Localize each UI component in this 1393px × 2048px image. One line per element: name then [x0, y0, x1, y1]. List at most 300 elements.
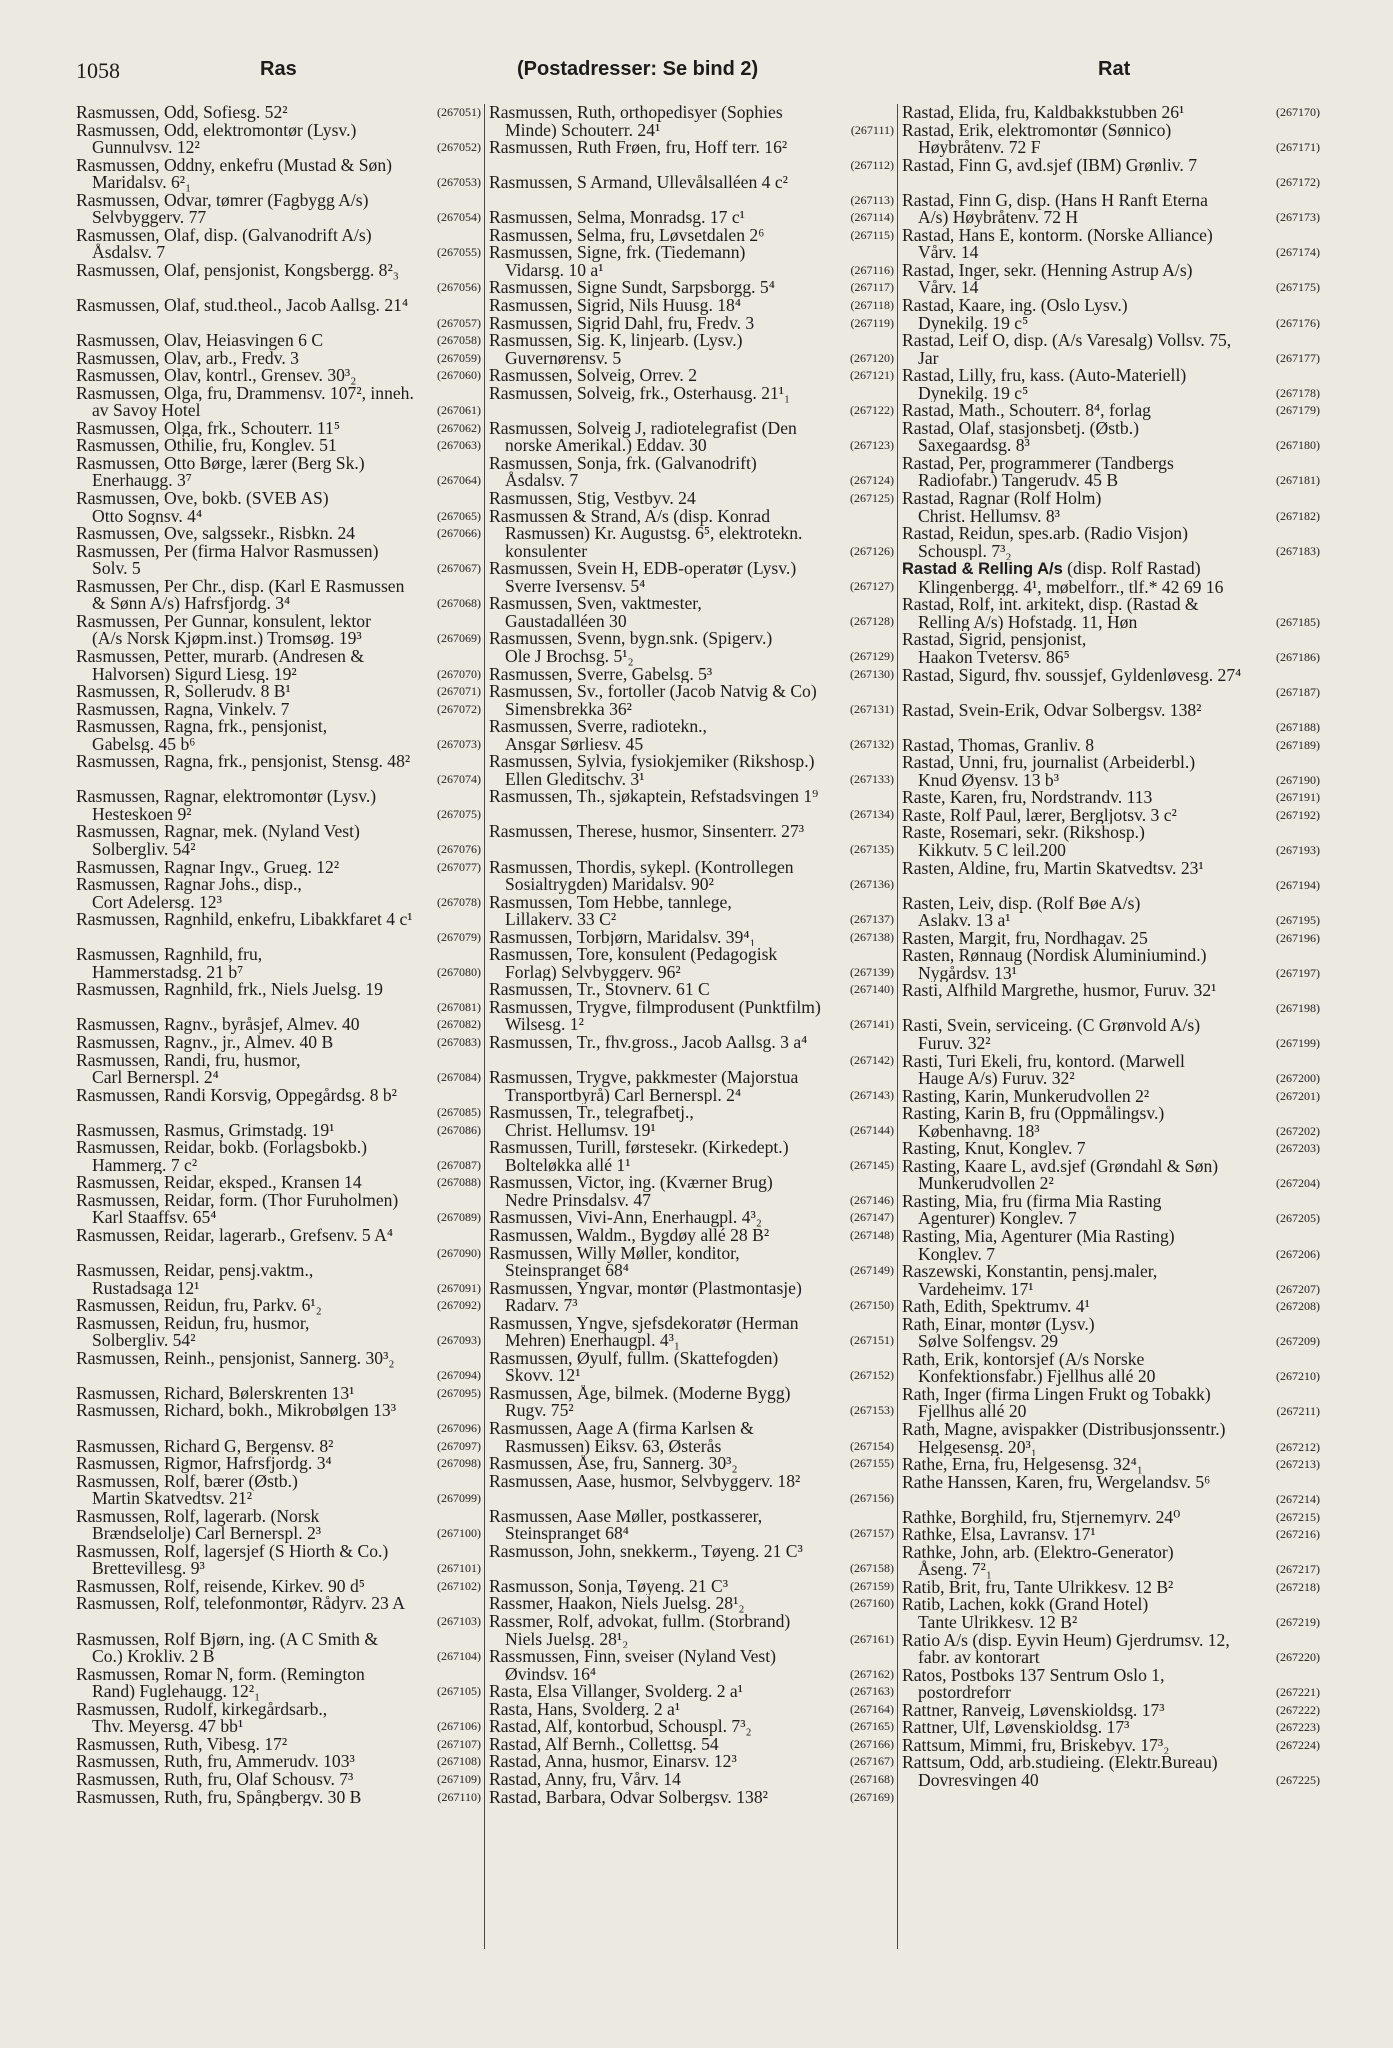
entry-line: Rattner, Ulf, Løvenskioldsg. 17³ [902, 1719, 1130, 1737]
telephone-number: (267066) [434, 525, 481, 543]
telephone-number: (267109) [434, 1771, 481, 1789]
telephone-number: (267183) [1273, 543, 1320, 561]
telephone-number: (267169) [847, 1789, 894, 1807]
entry-line: Carl Bernerspl. 2⁴ [92, 1067, 219, 1087]
entry-line: Dovresvingen 40 [918, 1769, 1039, 1790]
directory-entry [76, 1543, 481, 1578]
directory-entry [76, 1350, 481, 1385]
entry-line: Rasmussen, Olaf, disp. (Galvanodrift A/s) [76, 226, 372, 245]
entry-line: Rasmussen, Odd, Sofiesg. 52² [76, 104, 288, 122]
directory-entry [76, 1227, 481, 1262]
telephone-number: (267187) [1273, 684, 1320, 702]
directory-entry [902, 1421, 1320, 1456]
entry-line: Rasmussen, Ruth, fru, Olaf Schousv. 7³ [76, 1770, 354, 1789]
entry-line: Rasmussen, Sverre, Gabelsg. 5³ [489, 665, 713, 684]
entry-line: Rasmussen, Petter, murarb. (Andresen & [76, 647, 365, 666]
entry-line: Christ. Hellumsv. 19¹ [505, 1119, 656, 1140]
entry-line: Rasmussen, Ragnhild, fru, [76, 946, 263, 965]
telephone-number: (267165) [847, 1718, 894, 1736]
directory-entry [489, 1648, 894, 1683]
entry-line: Rasmussen & Strand, A/s (disp. Konrad [489, 507, 771, 526]
directory-entry [489, 1736, 894, 1754]
entry-line: Knud Øyensv. 13 b³ [918, 769, 1059, 790]
directory-entry [902, 1017, 1320, 1052]
directory-entry [902, 947, 1320, 982]
telephone-number: (267052) [434, 139, 481, 157]
telephone-number: (267071) [434, 683, 481, 701]
entry-line: Rasmussen, Olav, Heiasvingen 6 C [76, 332, 324, 350]
directory-entry [76, 578, 481, 613]
entry-line: Enerhaugg. 3⁷ [92, 470, 192, 491]
directory-entry [489, 1315, 894, 1350]
entry-line: Munkerudvollen 2² [918, 1173, 1054, 1193]
entry-line: Rasmussen, Ove, bokb. (SVEB AS) [76, 490, 329, 509]
entry-line: Rasmussen, Rolf, telefonmontør, Rådyrv. 23 A [76, 1595, 405, 1614]
entry-line: (A/s Norsk Kjøpm.inst.) Tromsøg. 19³ [92, 628, 362, 648]
directory-entry [489, 279, 894, 297]
telephone-number: (267217) [1273, 1561, 1320, 1579]
entry-line [489, 1560, 892, 1578]
directory-entry [902, 1386, 1320, 1421]
entry-line: Rasmussen, Victor, ing. (Kværner Brug) [489, 1174, 773, 1193]
entry-line: Rasmussen, Sylvia, fysiokjemiker (Rikshosp.) [489, 753, 815, 772]
telephone-number: (267175) [1273, 279, 1320, 297]
entry-line: Rasmussen, Randi Korsvig, Oppegårdsg. 8 b² [76, 1086, 397, 1105]
entry-line: Rastad, Olaf, stasjonsbetj. (Østb.) [902, 419, 1139, 438]
telephone-number: (267146) [847, 1192, 894, 1210]
entry-line: Rasmussen, Sverre, radiotekn., [489, 718, 707, 737]
directory-entry [76, 946, 481, 981]
entry-line: Rasmussen, Aase, husmor, Selvbyggerv. 18² [489, 1472, 801, 1491]
directory-entry [489, 753, 894, 788]
directory-entry [76, 648, 481, 683]
entry-line: Rand) Fuglehaugg. 12²₁ [92, 1681, 261, 1701]
entry-line: Åsdalsv. 7 [505, 470, 579, 491]
telephone-number: (267083) [434, 1034, 481, 1052]
entry-line: Agenturer) Konglev. 7 [918, 1208, 1077, 1228]
directory-entry [902, 402, 1320, 420]
directory-entry [489, 1701, 894, 1719]
directory-entry [902, 1456, 1320, 1474]
entry-line: Rathke, John, arb. (Elektro-Generator) [902, 1543, 1174, 1562]
entry-line [76, 279, 479, 297]
telephone-number: (267073) [434, 736, 481, 754]
telephone-number: (267064) [434, 472, 481, 490]
directory-entry [76, 104, 481, 122]
entry-line: Rathe Hanssen, Karen, fru, Wergelandsv. 5⁶ [902, 1473, 1211, 1492]
entry-line: Rasmussen, Therese, husmor, Sinsenterr. 27³ [489, 823, 805, 842]
entry-line: Rasmussen, Willy Møller, konditor, [489, 1244, 740, 1263]
entry-line: Rastad, Rolf, int. arkitekt, disp. (Rastad & [902, 596, 1199, 615]
entry-line: Sosialtrygden) Maridalsv. 90² [505, 874, 714, 894]
entry-line: Rasting, Knut, Konglev. 7 [902, 1140, 1086, 1158]
telephone-number: (267190) [1273, 772, 1320, 790]
directory-entry [489, 1280, 894, 1315]
directory-entry [76, 437, 481, 455]
directory-entry [76, 859, 481, 877]
directory-entry [902, 1228, 1320, 1263]
directory-entry [489, 1595, 894, 1613]
telephone-number: (267091) [434, 1280, 481, 1298]
telephone-number: (267189) [1273, 737, 1320, 755]
telephone-number: (267111) [848, 122, 894, 140]
entry-line: Dynekilg. 19 c⁵ [918, 312, 1029, 333]
telephone-number: (267102) [434, 1578, 481, 1596]
entry-line: Rattsum, Mimmi, fru, Briskebyv. 17³₂ [902, 1736, 1170, 1755]
telephone-number: (267143) [847, 1087, 894, 1105]
entry-line: Rastad, Ragnar (Rolf Holm) [902, 490, 1102, 509]
directory-entry [76, 332, 481, 350]
entry-line: Rastad, Anna, husmor, Einarsv. 12³ [489, 1753, 737, 1771]
entry-line [489, 841, 892, 859]
directory-entry [902, 667, 1320, 702]
directory-entry [489, 1104, 894, 1139]
telephone-number: (267086) [434, 1122, 481, 1140]
telephone-number: (267119) [847, 315, 894, 333]
directory-entry [902, 737, 1320, 755]
telephone-number: (267191) [1273, 789, 1320, 807]
telephone-number: (267157) [847, 1525, 894, 1543]
entry-line: Rasten, Margit, fru, Nordhagav. 25 [902, 929, 1148, 948]
telephone-number: (267123) [847, 437, 894, 455]
entry-line: & Sønn A/s) Hafrsfjordg. 3⁴ [92, 593, 291, 613]
telephone-number: (267122) [847, 402, 894, 420]
entry-line: Otto Sognsv. 4⁴ [92, 505, 203, 526]
entry-line: Rath, Einar, montør (Lysv.) [902, 1315, 1095, 1334]
directory-entry [902, 455, 1320, 490]
telephone-number: (267139) [847, 964, 894, 982]
entry-line: Rasmussen, S Armand, Ullevålsalléen 4 c² [489, 174, 788, 193]
entry-line: Rasmussen, Tr., fhv.gross., Jacob Aallsg. 3 a⁴ [489, 1033, 808, 1052]
entry-line: Rasmusson, John, snekkerm., Tøyeng. 21 C³ [489, 1542, 803, 1561]
directory-entry [76, 1016, 481, 1034]
telephone-number: (267089) [434, 1209, 481, 1227]
entry-line: Rasmussen, Sig. K, linjearb. (Lysv.) [489, 332, 743, 351]
entry-line: Rasmussen, Rolf, lagerarb. (Norsk [76, 1507, 320, 1526]
telephone-number: (267222) [1273, 1702, 1320, 1720]
telephone-number: (267099) [434, 1490, 481, 1508]
entry-line: Ellen Gleditschv. 3¹ [505, 768, 645, 789]
entry-line: Rasmussen, Ragnar, elektromontør (Lysv.) [76, 788, 377, 807]
telephone-number: (267058) [434, 332, 481, 350]
entry-line: Rasmussen, Olav, arb., Fredv. 3 [76, 349, 299, 368]
entry-line [489, 1052, 892, 1070]
directory-entry [902, 1596, 1320, 1631]
entry-line: Guvernørensv. 5 [505, 347, 622, 368]
telephone-number: (267172) [1273, 174, 1320, 192]
directory-entry [76, 1139, 481, 1174]
telephone-number: (267202) [1273, 1123, 1320, 1141]
entry-line: Haakon Tvetersv. 86⁵ [918, 646, 1070, 667]
telephone-number: (267075) [434, 806, 481, 824]
telephone-number: (267095) [434, 1385, 481, 1403]
directory-entry [76, 1736, 481, 1754]
telephone-number: (267210) [1273, 1368, 1320, 1386]
directory-entry [489, 859, 894, 894]
directory-entry [76, 385, 481, 420]
directory-entry [902, 789, 1320, 807]
directory-entry [902, 1351, 1320, 1386]
telephone-number: (267121) [847, 367, 894, 385]
directory-entry [489, 244, 894, 279]
entry-line: Rath, Magne, avispakker (Distribusjonssentr.) [902, 1421, 1226, 1440]
entry-line [902, 1491, 1318, 1509]
entry-line: Rasmussen, Vivi-Ann, Enerhaugpl. 4³₂ [489, 1209, 762, 1227]
entry-line: Rastad, Barbara, Odvar Solbergsv. 138² [489, 1788, 768, 1807]
directory-entry [902, 1632, 1320, 1667]
entry-line [76, 999, 479, 1017]
entry-line: Rastad, Per, programmerer (Tandbergs [902, 454, 1174, 473]
directory-entry [76, 1455, 481, 1473]
entry-line: Ratib, Lachen, kokk (Grand Hotel) [902, 1596, 1149, 1615]
directory-entry [902, 192, 1320, 227]
telephone-number: (267154) [847, 1438, 894, 1456]
entry-line: Rasmussen, Øyulf, fullm. (Skattefogden) [489, 1349, 779, 1368]
entry-line: Ansgar Sørliesv. 45 [505, 733, 644, 754]
directory-entry [489, 683, 894, 718]
telephone-number: (267063) [434, 437, 481, 455]
telephone-number: (267072) [434, 701, 481, 719]
entry-line: Rasmussen, Richard G, Bergensv. 8² [76, 1437, 334, 1456]
entry-line: Mehren) Enerhaugpl. 4³₁ [505, 1330, 681, 1350]
directory-entry [489, 560, 894, 595]
entry-line: Cort Adelersg. 12³ [92, 891, 222, 912]
entry-line: Høybråtenv. 72 F [918, 137, 1041, 157]
entry-line: Rasmussen, Yngvar, montør (Plastmontasje) [489, 1279, 802, 1298]
directory-entry [76, 1753, 481, 1771]
entry-line: Rasmussen, Richard, bokh., Mikrobølgen 13³ [76, 1402, 396, 1421]
directory-entry [489, 297, 894, 315]
entry-line: Bolteløkka allé 1¹ [505, 1154, 631, 1175]
directory-entry [489, 1473, 894, 1508]
directory-entry [902, 631, 1320, 666]
telephone-number: (267159) [847, 1578, 894, 1596]
entry-line: Vårv. 14 [918, 242, 979, 262]
entry-line: Rasmussen, Tr., telegrafbetj., [489, 1104, 694, 1123]
directory-entry [489, 946, 894, 981]
entry-line: Rath, Inger (firma Lingen Frukt og Tobakk) [902, 1385, 1211, 1404]
entry-line: Rastad, Sigurd, fhv. soussjef, Gyldenløvesg. 27⁴ [902, 666, 1242, 685]
entry-line [76, 1420, 479, 1438]
directory-entry [489, 1245, 894, 1280]
telephone-number: (267155) [847, 1455, 894, 1473]
directory-entry [902, 1667, 1320, 1702]
entry-line: Furuv. 32² [918, 1032, 991, 1053]
directory-entry [76, 718, 481, 753]
entry-line: Rasting, Kaare L, avd.sjef (Grøndahl & Søn) [902, 1157, 1219, 1176]
directory-entry [489, 455, 894, 490]
telephone-number: (267124) [847, 472, 894, 490]
directory-entry [76, 1297, 481, 1315]
entry-line: Rasmussen, Aage A (firma Karlsen & [489, 1420, 754, 1439]
entry-line: Rathke, Elsa, Lavransv. 17¹ [902, 1526, 1096, 1544]
entry-line: Åseng. 7²₁ [918, 1559, 992, 1579]
entry-line: Rasmussen, Reidun, fru, Parkv. 6¹₂ [76, 1297, 322, 1315]
entry-line [489, 192, 892, 210]
telephone-number: (267100) [434, 1525, 481, 1543]
entry-line: Åsdalsv. 7 [92, 242, 166, 262]
entry-line: Rasmussen, Odd, elektromontør (Lysv.) [76, 121, 357, 140]
entry-line: Øvindsv. 16⁴ [505, 1663, 597, 1684]
entry-line: Saxegaardsg. 8³ [918, 435, 1030, 455]
telephone-number: (267079) [434, 929, 481, 947]
entry-line: Radiofabr.) Tangerudv. 45 B [918, 470, 1119, 491]
telephone-number: (267108) [434, 1753, 481, 1771]
directory-entry [489, 630, 894, 665]
directory-entry [902, 1579, 1320, 1597]
entry-line: Rasmussen, Rasmus, Grimstadg. 19¹ [76, 1121, 335, 1140]
directory-entry [76, 1438, 481, 1456]
entry-line: konsulenter [505, 540, 588, 561]
telephone-number: (267105) [434, 1683, 481, 1701]
directory-entry [489, 1209, 894, 1227]
entry-line: Gabelsg. 45 b⁶ [92, 733, 196, 754]
telephone-number: (267218) [1273, 1579, 1320, 1597]
entry-line [902, 877, 1318, 895]
directory-entry [489, 999, 894, 1034]
entry-line: Rastad, Svein-Erik, Odvar Solbergsv. 138² [902, 701, 1202, 720]
directory-entry [76, 1174, 481, 1192]
directory-entry [902, 1105, 1320, 1140]
directory-entry [76, 262, 481, 297]
directory-entry [76, 1595, 481, 1630]
entry-line: Rastad, Inger, sekr. (Henning Astrup A/s) [902, 261, 1193, 280]
telephone-number: (267080) [434, 964, 481, 982]
entry-line: Konglev. 7 [918, 1243, 996, 1264]
directory-entry [489, 490, 894, 508]
entry-line: Rasmussen, Per Gunnar, konsulent, lektor [76, 612, 371, 631]
directory-entry [76, 1666, 481, 1701]
telephone-number: (267084) [434, 1069, 481, 1087]
directory-entry [489, 315, 894, 333]
entry-line: Rasmussen, Othilie, fru, Konglev. 51 [76, 437, 337, 455]
entry-line: Rasmussen, Sv., fortoller (Jacob Natvig & Co) [489, 683, 817, 702]
telephone-number: (267067) [434, 560, 481, 578]
directory-entry [76, 490, 481, 525]
header-left-keyword: Ras [260, 58, 297, 80]
entry-line: Rasmussen, Reinh., pensjonist, Sannerg. 30³₂ [76, 1349, 395, 1368]
entry-line: Solbergliv. 54² [92, 838, 196, 859]
directory-entry [489, 788, 894, 823]
entry-line: norske Amerikal.) Eddav. 30 [505, 435, 707, 455]
telephone-number: (267062) [434, 420, 481, 438]
directory-entry [76, 1122, 481, 1140]
telephone-number: (267134) [847, 806, 894, 824]
entry-line: Rastad, Kaare, ing. (Oslo Lysv.) [902, 297, 1128, 316]
entry-line: Rasmussen, Svenn, bygn.snk. (Spigerv.) [489, 630, 773, 649]
directory-entry [76, 1315, 481, 1350]
telephone-number: (267186) [1273, 649, 1320, 667]
entry-line: Rasmussen, Rolf, reisende, Kirkev. 90 d⁵ [76, 1577, 365, 1596]
telephone-number: (267207) [1273, 1281, 1320, 1299]
directory-entry [489, 929, 894, 947]
entry-line [489, 806, 892, 824]
directory-entry [76, 823, 481, 858]
telephone-number: (267220) [1273, 1649, 1320, 1667]
entry-line: Co.) Krokliv. 2 B [92, 1646, 215, 1666]
telephone-number: (267101) [434, 1560, 481, 1578]
directory-entry [489, 104, 894, 139]
entry-line: Rasmussen, Rigmor, Hafrsfjordg. 3⁴ [76, 1455, 332, 1473]
directory-entry [76, 157, 481, 192]
entry-line: Rastad, Reidun, spes.arb. (Radio Visjon) [902, 525, 1188, 544]
entry-line: Rasti, Alfhild Margrethe, husmor, Furuv. 32¹ [902, 982, 1217, 1001]
entry-line: Rastad, Alf, kontorbud, Schouspl. 7³₂ [489, 1718, 752, 1736]
directory-entry [902, 702, 1320, 737]
directory-entry [489, 666, 894, 684]
entry-line: Rasmussen, Olaf, stud.theol., Jacob Aallsg. 21⁴ [76, 297, 409, 316]
entry-line: Lillakerv. 33 C² [505, 909, 617, 929]
page-number: 1058 [76, 58, 120, 83]
directory-entry [902, 490, 1320, 525]
directory-entry [76, 1052, 481, 1087]
entry-line: Nygårdsv. 13¹ [918, 962, 1017, 983]
entry-line: Rasmussen, Aase Møller, postkasserer, [489, 1507, 763, 1526]
entry-line: Rasmussen, Selma, fru, Løvsetdalen 2⁶ [489, 226, 765, 245]
directory-entry [76, 227, 481, 262]
telephone-number: (267170) [1273, 104, 1320, 122]
directory-entry [76, 543, 481, 578]
directory-column-1 [76, 104, 481, 1806]
entry-line: Rasmussen) Eiksv. 63, Østerås [505, 1435, 722, 1456]
directory-entry [902, 1719, 1320, 1737]
directory-entry [489, 1543, 894, 1578]
entry-line: Rastad, Math., Schouterr. 8⁴, forlag [902, 402, 1151, 420]
directory-entry [76, 1508, 481, 1543]
entry-line: Rasmussen, Reidar, lagerarb., Grefsenv. 5 A⁴ [76, 1227, 393, 1245]
directory-entry [902, 930, 1320, 948]
entry-line: Rasmussen, Solveig, Orrev. 2 [489, 367, 698, 385]
directory-entry [902, 1544, 1320, 1579]
entry-line: Rastad, Elida, fru, Kaldbakkstubben 26¹ [902, 104, 1185, 122]
directory-entry [76, 420, 481, 438]
telephone-number: (267132) [847, 736, 894, 754]
directory-entry [902, 1737, 1320, 1755]
entry-line [902, 719, 1318, 737]
directory-entry [76, 876, 481, 911]
telephone-number: (267112) [847, 157, 894, 175]
entry-line: Rastad & Relling A/s (disp. Rolf Rastad) [902, 560, 1201, 579]
entry-line [902, 684, 1318, 702]
telephone-number: (267120) [847, 350, 894, 368]
entry-line: Raste, Rolf Paul, lærer, Bergljotsv. 3 c² [902, 806, 1177, 825]
entry-line: Rasmussen, Rolf Bjørn, ing. (A C Smith & [76, 1630, 379, 1649]
directory-entry [902, 982, 1320, 1017]
entry-line: Rasta, Elsa Villanger, Svolderg. 2 a¹ [489, 1683, 744, 1701]
entry-line: Aslakv. 13 a¹ [918, 910, 1011, 930]
telephone-number: (267197) [1273, 965, 1320, 983]
telephone-number: (267088) [434, 1174, 481, 1192]
entry-line [489, 1490, 892, 1508]
entry-line: Rasmussen, Stig, Vestbyv. 24 [489, 490, 696, 508]
entry-line: Solbergliv. 54² [92, 1330, 196, 1350]
entry-line: Rasmussen, R, Sollerudv. 8 B¹ [76, 683, 291, 701]
entry-line: Martin Skatvedtsv. 21² [92, 1488, 253, 1508]
telephone-number: (267214) [1273, 1491, 1320, 1509]
directory-entry [489, 332, 894, 367]
entry-line [902, 174, 1318, 192]
entry-line: Sverre Iversensv. 5⁴ [505, 575, 646, 596]
entry-line: Rastad, Erik, elektromontør (Sønnico) [902, 121, 1172, 140]
telephone-number: (267114) [847, 209, 894, 227]
entry-line [76, 1613, 479, 1631]
entry-line: Raszewski, Konstantin, pensj.maler, [902, 1263, 1158, 1282]
telephone-number: (267211) [1273, 1403, 1320, 1421]
telephone-number: (267198) [1273, 1000, 1320, 1018]
telephone-number: (267128) [847, 613, 894, 631]
telephone-number: (267096) [434, 1420, 481, 1438]
directory-entry [902, 367, 1320, 402]
